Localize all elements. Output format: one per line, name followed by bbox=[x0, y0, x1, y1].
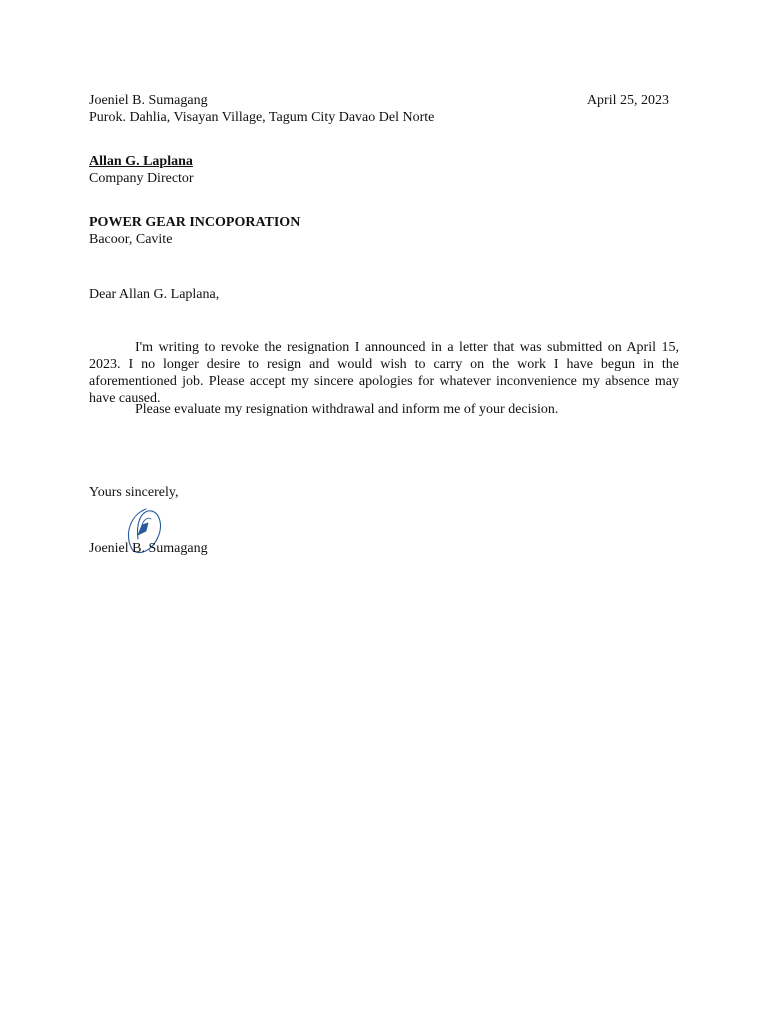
company-name: POWER GEAR INCOPORATION bbox=[89, 215, 301, 230]
sender-address: Purok. Dahlia, Visayan Village, Tagum City Davao Del Norte bbox=[89, 110, 435, 125]
recipient-title: Company Director bbox=[89, 171, 194, 186]
body-paragraph-2: Please evaluate my resignation withdrawal and inform me of your decision. bbox=[135, 402, 559, 417]
body-paragraph-1: I'm writing to revoke the resignation I announced in a letter that was submitted on April 15, 2023. I no longer desire to resign and would wish to carry on the work I have begun in the aforementioned job. Please accept my sincere apologies for whatever inconvenience my absence may have caused. bbox=[89, 340, 679, 406]
signature-name: Joeniel B. Sumagang bbox=[89, 541, 208, 556]
letter-date: April 25, 2023 bbox=[586, 93, 669, 108]
recipient-name: Allan G. Laplana bbox=[89, 154, 193, 169]
sender-name: Joeniel B. Sumagang bbox=[89, 93, 208, 108]
closing: Yours sincerely, bbox=[89, 485, 179, 500]
company-address: Bacoor, Cavite bbox=[89, 232, 173, 247]
salutation: Dear Allan G. Laplana, bbox=[89, 287, 220, 302]
